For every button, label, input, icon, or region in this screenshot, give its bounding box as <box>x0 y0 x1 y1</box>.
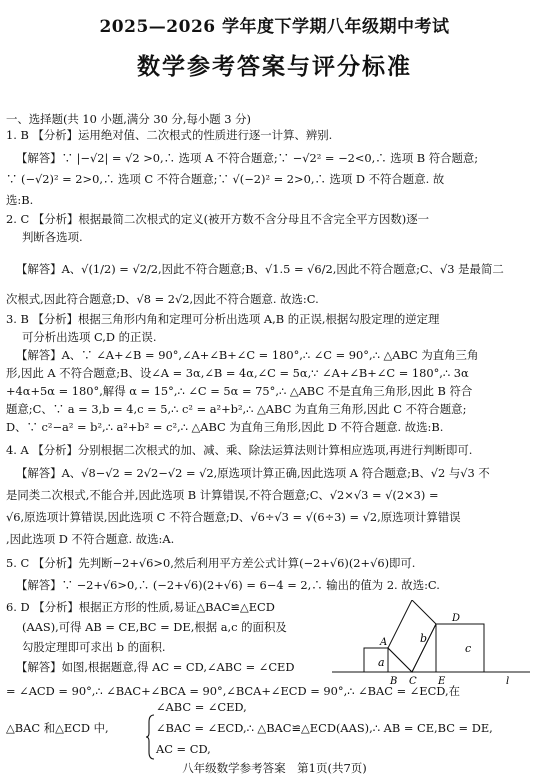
page-footer: 八年级数学参考答案 第1页(共7页) <box>182 761 367 775</box>
text-line: 【解答】∵ |−√2| = √2 >0,∴ 选项 A 不符合题意;∵ −√2² = −2<0,∴ 选项 B 符合题意; <box>16 151 479 165</box>
label-D: D <box>452 613 461 624</box>
text-line: ,因此选项 D 不符合题意. 故选:A. <box>6 532 175 546</box>
text-line: 题意;C、∵ a = 3,b = 4,c = 5,∴ c² = a²+b²,∴ △ABC 为直角三角形,因此 C 不符合题意; <box>6 402 467 416</box>
text-line: 次根式,因此符合题意;D、√8 = 2√2,因此不符合题意. 故选:C. <box>6 292 319 306</box>
text-line: 【解答】A、√(1/2) = √2/2,因此不符合题意;B、√1.5 = √6/2,因此不符合题意;C、√3 是最简二 <box>16 262 504 276</box>
exam-title: 2025—2026 学年度下学期八年级期中考试 <box>99 17 450 37</box>
text-line: 选:B. <box>6 193 34 207</box>
text-line: 1. B 【分析】运用绝对值、二次根式的性质进行逐一计算、辨别. <box>6 128 333 142</box>
label-C: C <box>409 676 417 687</box>
label-a: a <box>378 656 385 669</box>
text-line: 【解答】A、√8−√2 = 2√2−√2 = √2,原选项计算正确,因此选项 A 符合题意;B、√2 与√3 不 <box>16 466 490 480</box>
text-line: 是同类二次根式,不能合并,因此选项 B 计算错误,不符合题意;C、√2×√3 = √(2×3) = <box>6 488 439 502</box>
square-c <box>436 624 484 672</box>
label-c: c <box>465 642 472 655</box>
text-line: ∵ (−√2)² = 2>0,∴ 选项 C 不符合题意;∵ √(−2)² = 2>0,∴ 选项 D 不符合题意. 故 <box>6 172 445 186</box>
text-line: +4α+5α = 180°,解得 α = 15°,∴ ∠C = 5α = 75°,∴ △ABC 不是直角三角形,因此 B 符合 <box>6 384 473 398</box>
square-b <box>388 600 436 672</box>
squares-geometry-figure <box>330 600 540 690</box>
label-B: B <box>390 676 398 687</box>
text-line: △BAC 和△ECD 中, <box>6 721 109 735</box>
text-line: 一、选择题(共 10 小题,满分 30 分,每小题 3 分) <box>6 112 251 126</box>
text-line: 4. A 【分析】分别根据二次根式的加、减、乘、除法运算法则计算相应选项,再进行判断即可. <box>6 443 473 457</box>
text-line: (AAS),可得 AB = CE,BC = DE,根据 a,c 的面积及 <box>22 620 287 634</box>
text-line: 【解答】A、∵ ∠A+∠B = 90°,∠A+∠B+∠C = 180°,∴ ∠C = 90°,∴ △ABC 为直角三角 <box>16 348 479 362</box>
text-line: 5. C 【分析】先判断−2+√6>0,然后利用平方差公式计算(−2+√6)(2+√6)即可. <box>6 556 416 570</box>
text-line: 判断各选项. <box>22 230 83 244</box>
text-line: 【解答】如图,根据题意,得 AC = CD,∠ABC = ∠CED <box>16 660 295 674</box>
text-line: D、∵ c²−a² = b²,∴ a²+b² = c²,∴ △ABC 为直角三角形,因此 D 不符合题意. 故选:B. <box>6 420 444 434</box>
text-line: ∠ABC = ∠CED, <box>156 700 247 714</box>
text-line: 3. B 【分析】根据三角形内角和定理可分析出选项 A,B 的正误,根据勾股定理的逆定理 <box>6 312 440 326</box>
triangle-abc <box>388 648 412 672</box>
label-E: E <box>438 676 446 687</box>
label-A: A <box>380 637 388 648</box>
label-l: l <box>506 676 510 687</box>
label-b: b <box>420 632 428 645</box>
system-brace <box>145 714 155 760</box>
text-line: 可分析出选项 C,D 的正误. <box>22 330 157 344</box>
text-line: √6,原选项计算错误,因此选项 C 不符合题意;D、√6÷√3 = √(6÷3) = √2,原选项计算错误 <box>6 510 461 524</box>
text-line: = ∠ACD = 90°,∴ ∠BAC+∠BCA = 90°,∠BCA+∠ECD = 90°,∴ ∠BAC = ∠ECD,在 <box>6 684 461 698</box>
text-line: 【解答】∵ −2+√6>0,∴ (−2+√6)(2+√6) = 6−4 = 2,∴ 输出的值为 2. 故选:C. <box>16 578 440 592</box>
document-title: 数学参考答案与评分标准 <box>137 53 412 80</box>
text-line: 6. D 【分析】根据正方形的性质,易证△BAC≌△ECD <box>6 600 275 614</box>
text-line: AC = CD, <box>156 742 211 756</box>
text-line: 2. C 【分析】根据最简二次根式的定义(被开方数不含分母且不含完全平方因数)逐一 <box>6 212 429 226</box>
text-line: 形,因此 A 不符合题意;B、设∠A = 3α,∠B = 4α,∠C = 5α,∵ ∠A+∠B+∠C = 180°,∴ 3α <box>6 366 469 380</box>
text-line: ∠BAC = ∠ECD,∴ △BAC≌△ECD(AAS),∴ AB = CE,BC = DE, <box>156 721 493 735</box>
text-line: 勾股定理即可求出 b 的面积. <box>22 640 166 654</box>
